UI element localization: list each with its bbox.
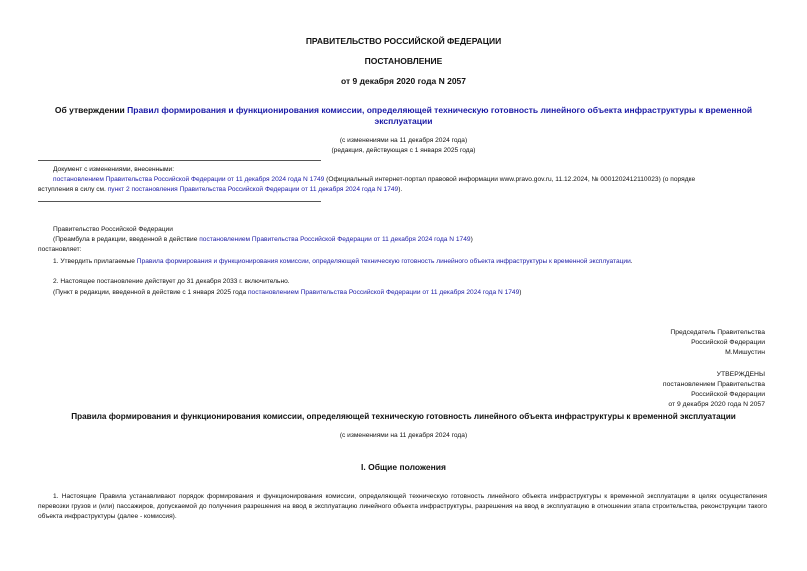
preamble-prefix: (Преамбула в редакции, введенной в действие: [53, 236, 200, 243]
point-2-note: [53, 288, 521, 298]
signature-position: Председатель Правительства: [670, 329, 765, 336]
p1-prefix: 1. Утвердить прилагаемые: [53, 258, 137, 265]
edition-redaction: (редакция, действующая с 1 января 2025 года): [331, 147, 476, 154]
rules-title: Правила формирования и функционирования комиссии, определяющей техническую готовность линейного объекта инфраструктуры к временной эксплуатации: [71, 412, 736, 421]
p1-rules-link[interactable]: Правила формирования и функционирования комиссии, определяющей техническую готовность линейного объекта инфраструктуры к временной эксплуатации: [136, 258, 631, 265]
body-point-1: [53, 257, 633, 267]
document-title: [30, 105, 777, 115]
approved-country: Российской Федерации: [691, 391, 765, 398]
signature-name: М.Мишустин: [725, 349, 765, 356]
preamble-decree-link[interactable]: постановлением Правительства Российской Федерации от 11 декабря 2024 года N 1749: [199, 236, 471, 243]
divider-top: [38, 160, 321, 161]
section-heading: I. Общие положения: [361, 462, 446, 472]
document-date-number: от 9 декабря 2020 года N 2057: [340, 76, 467, 86]
approved-block: [663, 370, 765, 410]
p2-note-decree-link[interactable]: постановлением Правительства Российской Федерации от 11 декабря 2024 года N 1749: [247, 289, 520, 296]
decrees-word: постановляет:: [38, 246, 82, 253]
signature-block: [670, 328, 765, 358]
rules-changes: (с изменениями на 11 декабря 2024 года): [339, 432, 468, 439]
edition-changes: (с изменениями на 11 декабря 2024 года): [339, 137, 468, 144]
signature-country: Российской Федерации: [691, 339, 765, 346]
document-type: ПОСТАНОВЛЕНИЕ: [364, 56, 443, 66]
changes-doc-label: Документ с изменениями, внесенными:: [53, 166, 175, 173]
preamble-note: [53, 235, 473, 245]
changes-doc-line1: [53, 175, 773, 185]
p2-note-suffix: ): [519, 289, 522, 296]
changes-doc-line2: [38, 185, 773, 195]
title-rules-link[interactable]: Правил формирования и функционирования комиссии, определяющей техническую готовность линейного объекта инфраструктуры к временной: [127, 105, 753, 115]
p1-suffix: .: [630, 258, 633, 265]
p2-note-prefix: (Пункт в редакции, введенной в действие с 1 января 2025 года: [53, 289, 248, 296]
divider-bottom: [38, 201, 321, 202]
title-rules-link-cont[interactable]: эксплуатации: [374, 116, 433, 126]
body-gov-rf: Правительство Российской Федерации: [53, 226, 173, 233]
title-prefix: Об утверждении: [54, 105, 128, 115]
changes-doc-text2: вступления в силу см.: [38, 186, 108, 193]
changes-doc-source: (Официальный интернет-портал правовой информации www.pravo.gov.ru, 11.12.2024, № 0001202412110023) (о порядке: [324, 176, 696, 183]
approved-word: УТВЕРЖДЕНЫ: [716, 371, 765, 378]
approved-date: от 9 декабря 2020 года N 2057: [668, 401, 765, 408]
preamble-suffix: ): [470, 236, 473, 243]
body-point-2: 2. Настоящее постановление действует до 31 декабря 2033 г. включительно.: [53, 278, 290, 285]
approved-by: постановлением Правительства: [662, 381, 765, 388]
changes-decree-link[interactable]: постановлением Правительства Российской Федерации от 11 декабря 2024 года N 1749: [53, 176, 325, 183]
rules-point-1: 1. Настоящие Правила устанавливают порядок формирования и функционирования комиссии, определяющей техническую готовность линейного объекта инфраструктуры к временной эксплуатации в целях осуществления перевозки грузов и (или) пассажиров, допускаемой до получения разрешения на ввод в эксплуатацию линейного объекта инфраструктуры, разрешения на ввод в эксплуатацию в отношении этапа строительства, реконструкции такого объекта инфраструктуры (далее - комиссия).: [38, 493, 767, 520]
government-heading: ПРАВИТЕЛЬСТВО РОССИЙСКОЙ ФЕДЕРАЦИИ: [305, 36, 502, 46]
changes-doc-text3: ).: [398, 186, 403, 193]
changes-point2-link[interactable]: пункт 2 постановления Правительства Российской Федерации от 11 декабря 2024 года N 1749: [107, 186, 399, 193]
